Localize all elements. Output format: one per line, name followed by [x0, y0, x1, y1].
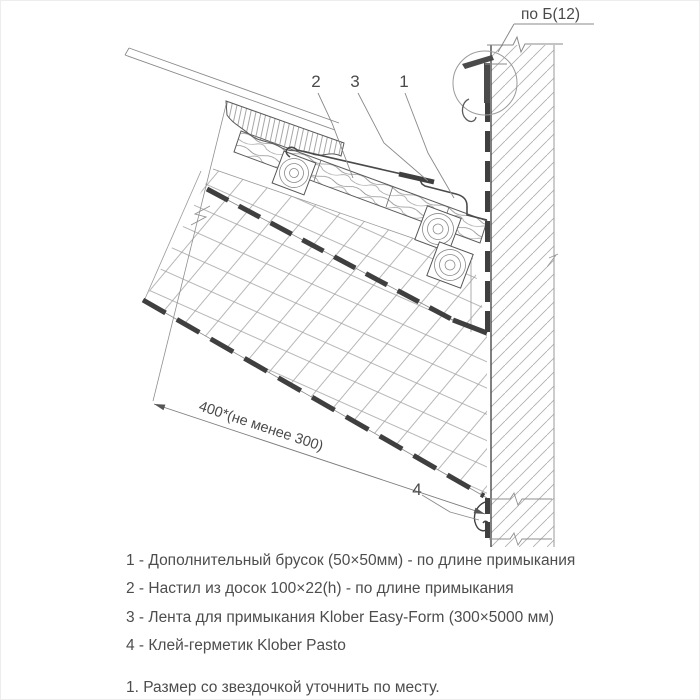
callout-2: 2: [311, 72, 321, 91]
legend-item-1: 1 - Дополнительный брусок (50×50мм) - по длине примыкания: [126, 552, 576, 569]
legend-item-3: 3 - Лента для примыкания Klober Easy-Form (300×5000 мм): [126, 608, 555, 626]
flashing-upstand: [484, 63, 490, 103]
callout-1: 1: [399, 72, 409, 91]
legend: [126, 552, 666, 700]
leader-3: [358, 93, 428, 181]
legend-item-2: 2 - Настил из досок 100×22(h) - по длине примыкания: [126, 580, 514, 598]
flashing-hook: [462, 99, 476, 121]
tape-adhesive-edge: [399, 174, 434, 182]
leader-4: [422, 495, 479, 520]
callout-3: 3: [350, 72, 360, 91]
dimension-label: 400*(не менее 300): [196, 398, 326, 455]
wall-section: [487, 37, 563, 547]
callout-4: 4: [412, 480, 422, 499]
construction-detail-drawing: [1, 1, 700, 549]
section-reference-label: по Б(12): [521, 6, 581, 23]
footnote: 1. Размер со звездочкой уточнить по месту.: [126, 679, 440, 697]
legend-item-4: 4 - Клей-герметик Klober Pasto: [126, 637, 346, 655]
